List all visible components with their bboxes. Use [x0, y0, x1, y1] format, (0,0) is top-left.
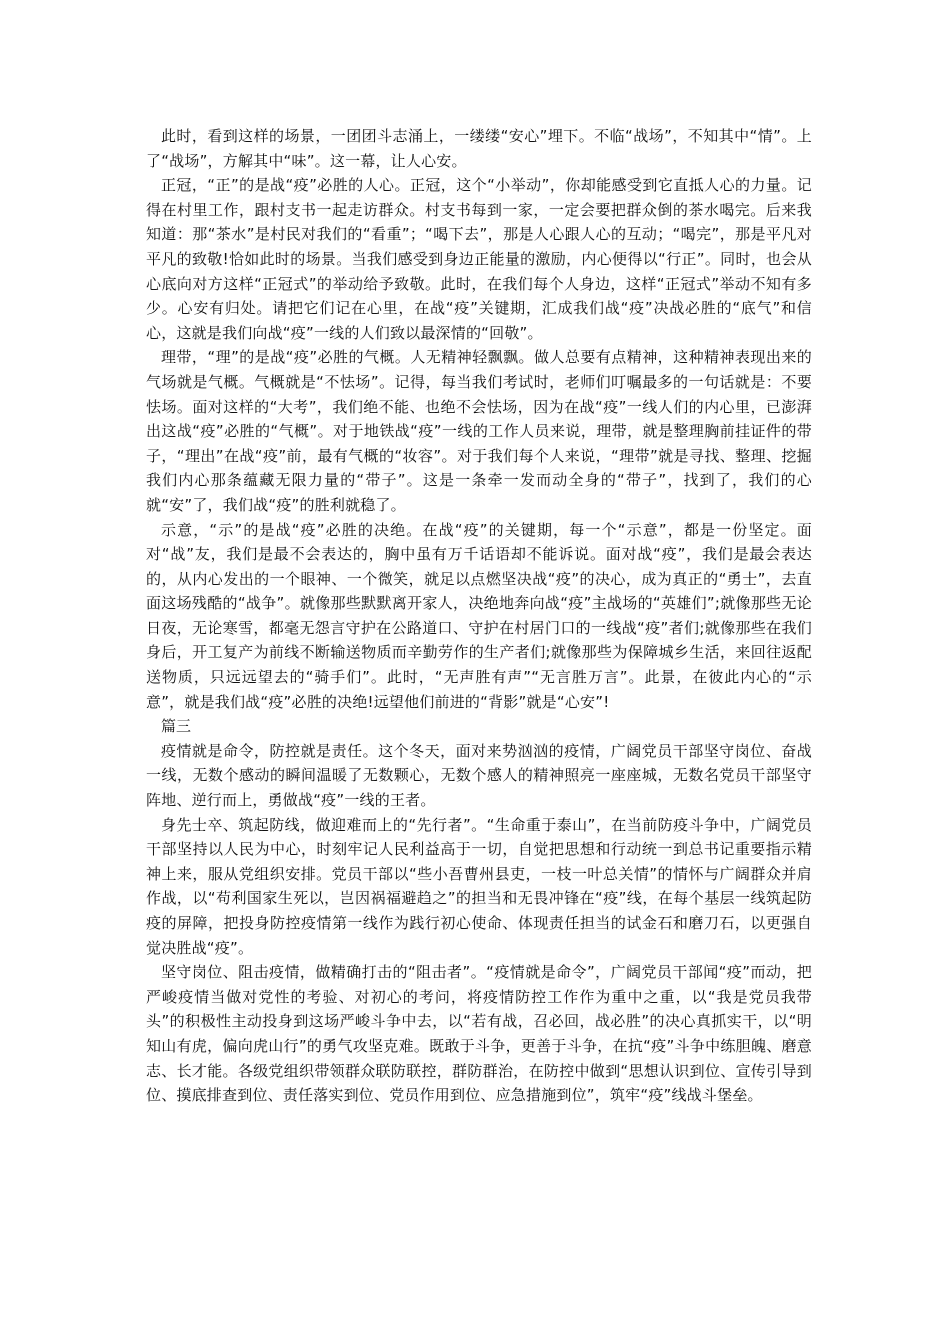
section-title: 篇三 [161, 717, 192, 736]
paragraph-shiyi: 示意，“示”的是战“疫”必胜的决绝。在战“疫”的关键期，每一个“示意”，都是一份坚定。面对“战”友，我们是最不会表达的，胸中虽有万千话语却不能诉说。面对战“疫”，我们是最会表达的，从内心发出的一个眼神、一个微笑，就足以点燃坚决战“疫”的决心，成为真正的“勇士”，去直面这场残酷的“战争”。就像那些默默离开家人，决绝地奔向战“疫”主战场的“英雄们”;就像那些无论日夜，无论寒雪，都毫无怨言守护在公路道口、守护在村居门口的一线战“疫”者们;就像那些在我们身后，开工复产为前线不断输送物质而辛勤劳作的生产者们;就像那些为保障城乡生活，来回往返配送物质，只远远望去的“骑手们”。此时，“无声胜有声”“无言胜万言”。此景，在彼此内心的“示意”，就是我们战“疫”必胜的决绝!远望他们前进的“背影”就是“心安”! [146, 520, 812, 711]
paragraph-xianxingzhe: 身先士卒、筑起防线，做迎难而上的“先行者”。“生命重于泰山”，在当前防疫斗争中，广阔党员干部坚持以人民为中心，时刻牢记人民利益高于一切，自觉把思想和行动统一到总书记重要指示精神上来，服从党组织安排。党员干部以“些小吾曹州县吏，一枝一叶总关情”的情怀与广阔群众并肩作战，以“苟利国家生死以，岂因祸福避趋之”的担当和无畏冲锋在“疫”线，在每个基层一线筑起防疫的屏障，把投身防控疫情第一线作为践行初心使命、体现责任担当的试金石和磨刀石，以更强自觉决胜战“疫”。 [146, 815, 812, 957]
paragraph-section-intro: 疫情就是命令，防控就是责任。这个冬天，面对来势汹汹的疫情，广阔党员干部坚守岗位、奋战一线，无数个感动的瞬间温暖了无数颗心，无数个感人的精神照亮一座座城，无数名党员干部坚守阵地、逆行而上，勇做战“疫”一线的王者。 [146, 741, 812, 810]
document-page [146, 124, 812, 1108]
paragraph-zujizhe: 坚守岗位、阻击疫情，做精确打击的“阻击者”。“疫情就是命令”，广阔党员干部闻“疫”而动，把严峻疫情当做对党性的考验、对初心的考问，将疫情防控工作作为重中之重，以“我是党员我带头”的积极性主动投身到这场严峻斗争中去，以“若有战，召必回，战必胜”的决心真抓实干，以“明知山有虎，偏向虎山行”的勇气攻坚克难。既敢于斗争，更善于斗争，在抗“疫”斗争中练胆魄、磨意志、长才能。各级党组织带领群众联防联控，群防群治，在防控中做到“思想认识到位、宣传引导到位、摸底排查到位、责任落实到位、党员作用到位、应急措施到位”，筑牢“疫”线战斗堡垒。 [146, 963, 812, 1105]
paragraph-zhengguan: 正冠，“正”的是战“疫”必胜的人心。正冠，这个“小举动”，你却能感受到它直抵人心的力量。记得在村里工作，跟村支书一起走访群众。村支书每到一家，一定会要把群众倒的茶水喝完。后来我知道：那“茶水”是村民对我们的“看重”；“喝下去”，那是人心跟人心的互动；“喝完”，那是平凡对平凡的致敬!恰如此时的场景。当我们感受到身边正能量的激励，内心便得以“行正”。同时，也会从心底向对方这样“正冠式”的举动给予致敬。此时，在我们每个人身边，这样“正冠式”举动不知有多少。心安有归处。请把它们记在心里，在战“疫”关键期，汇成我们战“疫”决战必胜的“底气”和信心，这就是我们向战“疫”一线的人们致以最深情的“回敬”。 [146, 176, 812, 342]
paragraph-lidai: 理带，“理”的是战“疫”必胜的气概。人无精神轻飘飘。做人总要有点精神，这种精神表现出来的气场就是气概。气概就是“不怯场”。记得，每当我们考试时，老师们叮嘱最多的一句话就是：不要怯场。面对这样的“大考”，我们绝不能、也绝不会怯场，因为在战“疫”一线人们的内心里，已澎湃出这战“疫”必胜的“气概”。对于地铁战“疫”一线的工作人员来说，理带，就是整理胸前挂证件的带子，“理出”在战“疫”前，最有气概的“妆容”。对于我们每个人来说，“理带”就是寻找、整理、挖掘我们内心那条蕴藏无限力量的“带子”。这是一条牵一发而动全身的“带子”，找到了，我们的心就“安”了，我们战“疫”的胜利就稳了。 [146, 348, 812, 514]
paragraph-intro: 此时，看到这样的场景，一团团斗志涌上，一缕缕“安心”埋下。不临“战场”，不知其中“情”。上了“战场”，方解其中“味”。这一幕，让人心安。 [146, 127, 812, 170]
